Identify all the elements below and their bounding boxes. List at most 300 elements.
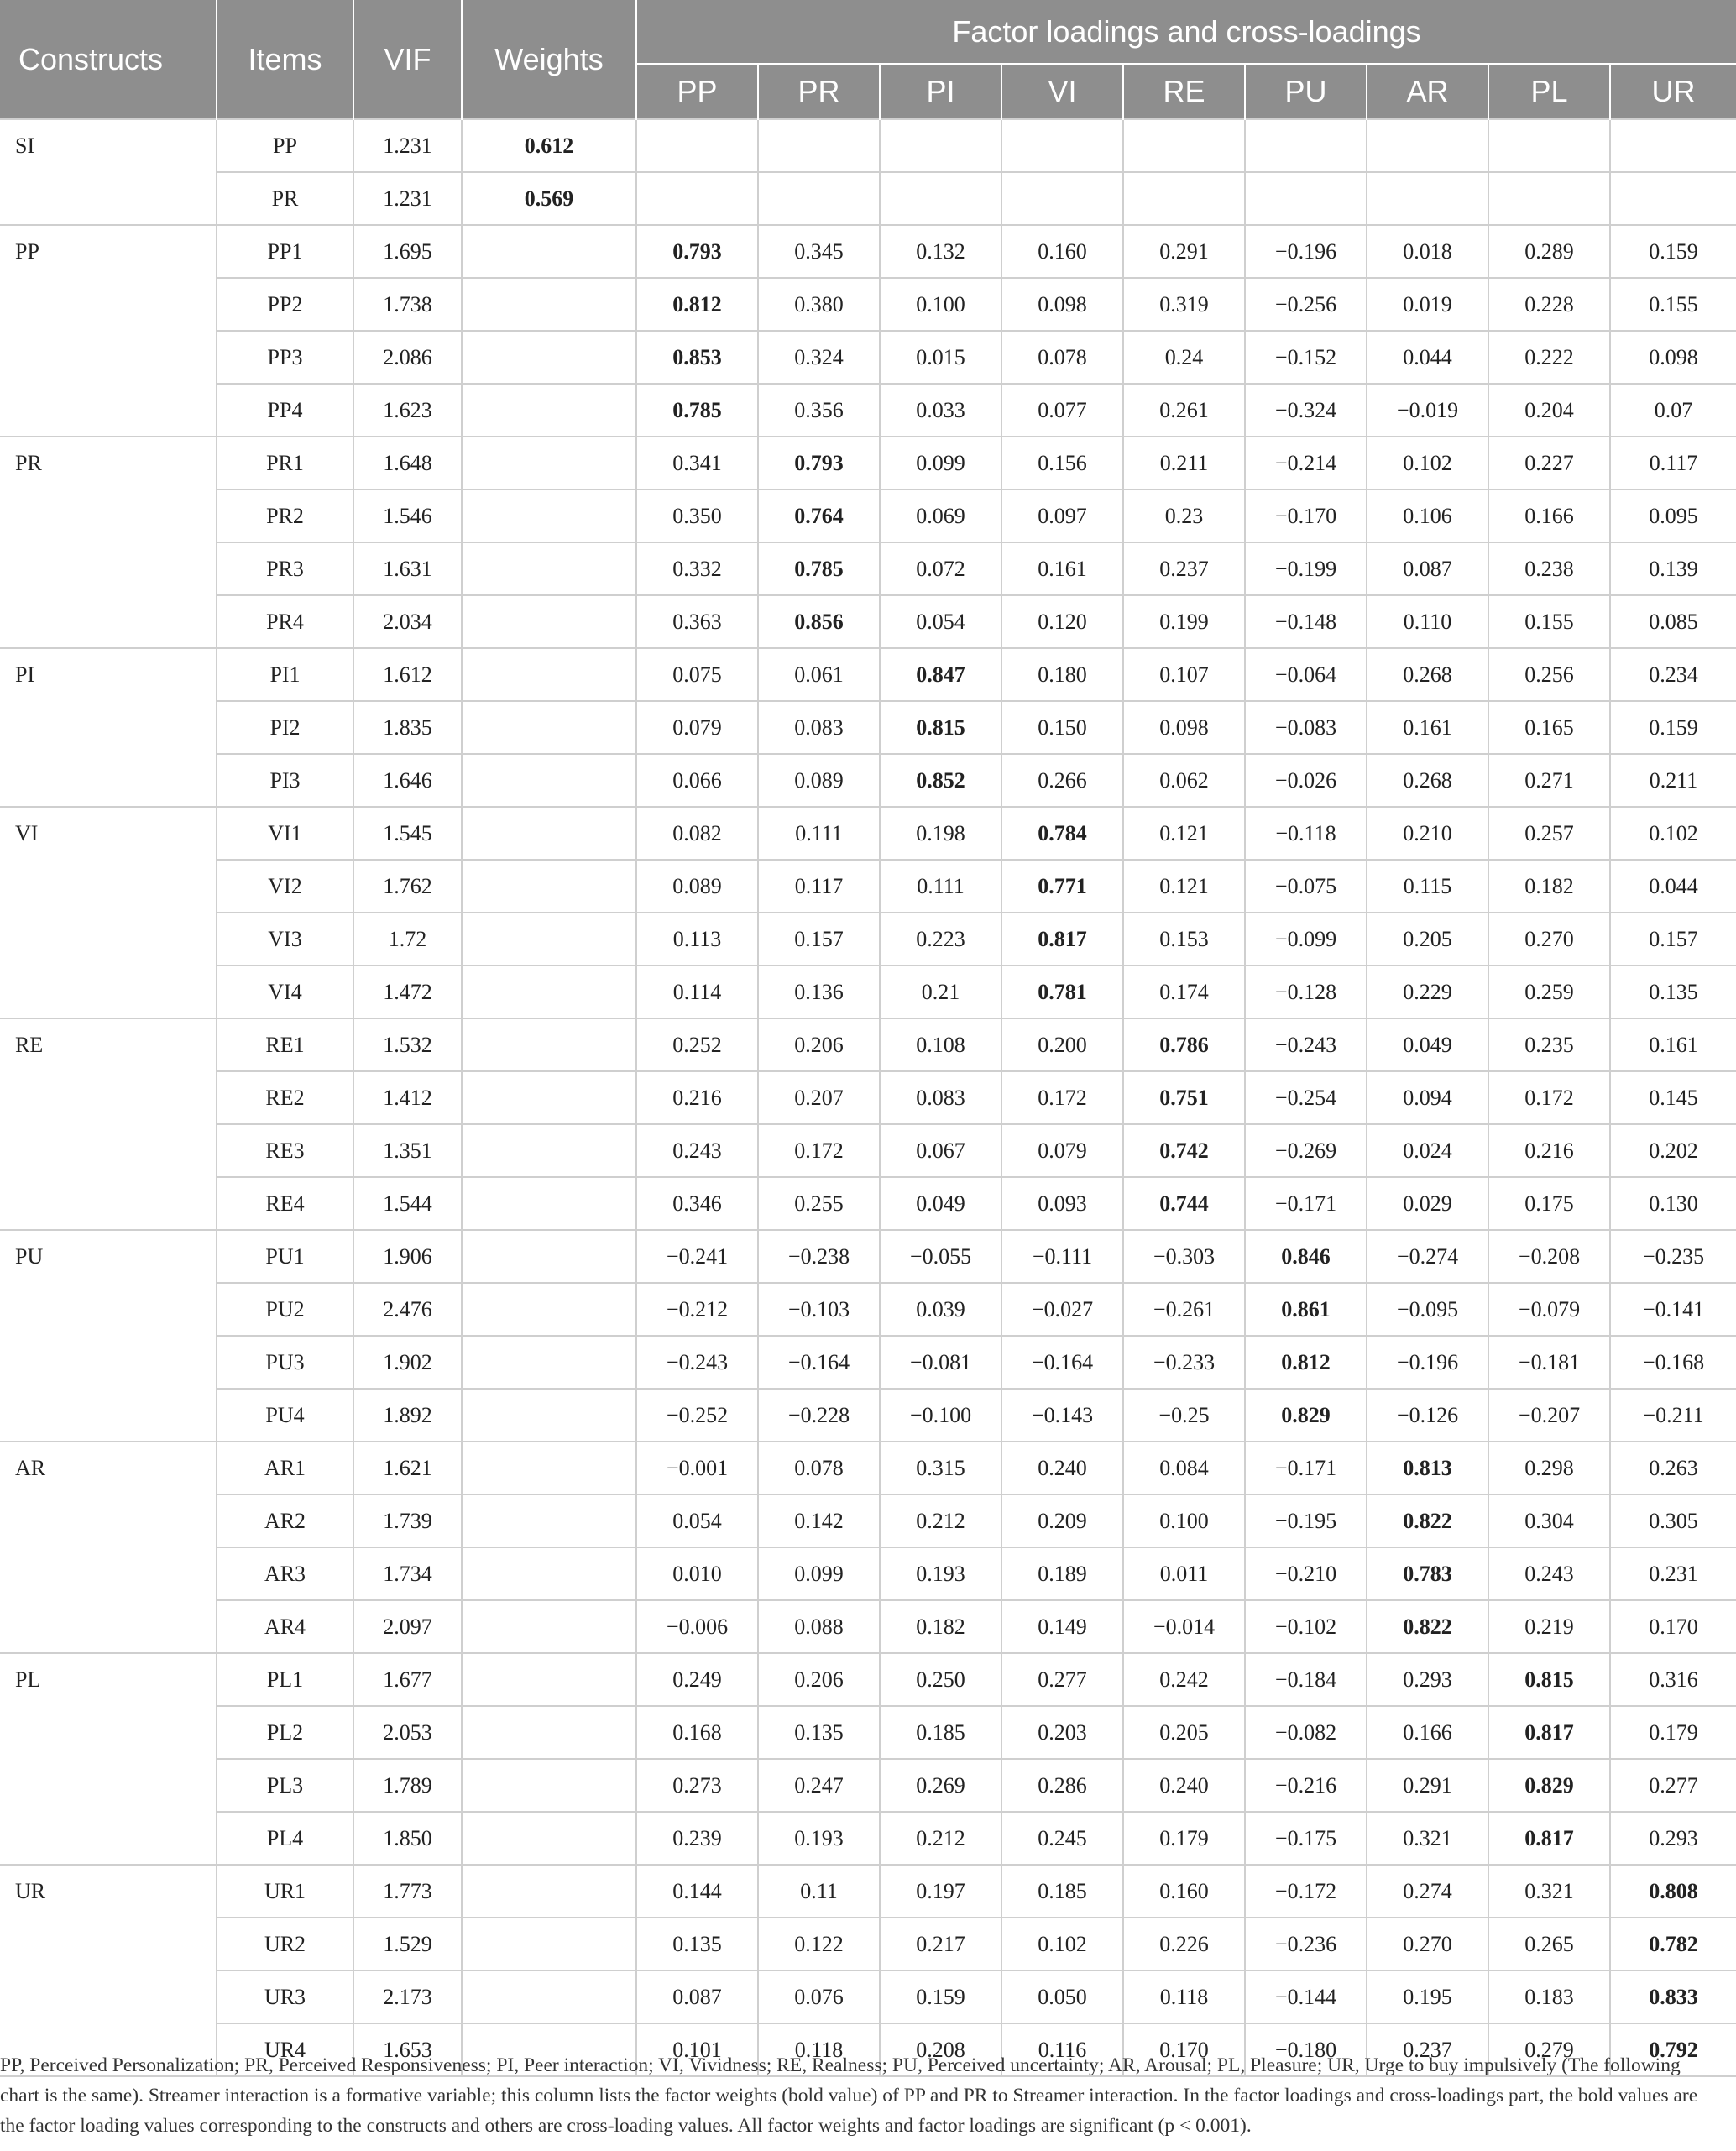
loading-cell: 0.817 [1488,1812,1610,1865]
item-cell: UR4 [217,2023,353,2076]
loading-cell: 0.812 [636,278,758,331]
loading-cell: 0.121 [1123,860,1245,913]
loading-cell: 0.172 [758,1124,880,1177]
loading-cell: 0.321 [1367,1812,1488,1865]
table-row [0,754,1736,807]
header-factor-col: AR [1367,64,1488,119]
loading-cell: −0.195 [1245,1494,1367,1547]
loading-cell: 0.332 [636,542,758,595]
loading-cell: 0.270 [1367,1918,1488,1970]
loading-cell: 0.193 [880,1547,1001,1600]
loading-cell: −0.152 [1245,331,1367,384]
loading-cell [1001,119,1123,172]
loading-cell: 0.111 [758,807,880,860]
item-cell: PP2 [217,278,353,331]
loading-cell: 0.261 [1123,384,1245,437]
loading-cell: 0.228 [1488,278,1610,331]
table-row [0,1283,1736,1336]
loading-cell: 0.11 [758,1865,880,1918]
loading-cell: 0.106 [1367,489,1488,542]
loading-cell: −0.001 [636,1442,758,1494]
loading-cell: −0.207 [1488,1389,1610,1442]
loading-cell: 0.102 [1001,1918,1123,1970]
loading-cell: 0.156 [1001,437,1123,489]
loading-cell: 0.089 [758,754,880,807]
loading-cell: 0.087 [636,1970,758,2023]
loading-cell: 0.130 [1610,1177,1736,1230]
loading-cell: 0.350 [636,489,758,542]
loading-cell: 0.829 [1488,1759,1610,1812]
loading-cell: −0.006 [636,1600,758,1653]
vif-cell: 1.529 [353,1918,462,1970]
item-cell: AR1 [217,1442,353,1494]
weight-cell [462,489,636,542]
loading-cell: 0.847 [880,648,1001,701]
loading-cell: 0.268 [1367,754,1488,807]
loading-cell: 0.159 [1610,701,1736,754]
loading-cell: 0.062 [1123,754,1245,807]
loading-cell: −0.181 [1488,1336,1610,1389]
loading-cell: −0.236 [1245,1918,1367,1970]
loading-cell: 0.356 [758,384,880,437]
loading-cell: 0.121 [1123,807,1245,860]
loading-cell: 0.211 [1610,754,1736,807]
loading-cell: 0.286 [1001,1759,1123,1812]
loading-cell [1001,172,1123,225]
loading-cell: 0.010 [636,1547,758,1600]
weight-cell [462,1177,636,1230]
loading-cell: 0.175 [1488,1177,1610,1230]
item-cell: AR3 [217,1547,353,1600]
item-cell: RE4 [217,1177,353,1230]
header-factor-col: PP [636,64,758,119]
loading-cell: 0.118 [758,2023,880,2076]
item-cell: PP [217,119,353,172]
loading-cell: 0.346 [636,1177,758,1230]
loading-cell: 0.170 [1610,1600,1736,1653]
loading-cell: 0.202 [1610,1124,1736,1177]
loading-cell [758,119,880,172]
item-cell: PL3 [217,1759,353,1812]
loading-cell: −0.256 [1245,278,1367,331]
table-row [0,225,1736,278]
loading-cell: −0.243 [636,1336,758,1389]
loading-cell: 0.263 [1610,1442,1736,1494]
loading-cell: 0.099 [758,1547,880,1600]
table-row [0,1970,1736,2023]
item-cell: RE3 [217,1124,353,1177]
table-row [0,701,1736,754]
loading-cell: 0.817 [1488,1706,1610,1759]
loading-cell: 0.116 [1001,2023,1123,2076]
loading-cell: 0.170 [1123,2023,1245,2076]
loading-cell: 0.185 [880,1706,1001,1759]
loading-cell: 0.199 [1123,595,1245,648]
table-row [0,1071,1736,1124]
loading-cell: −0.144 [1245,1970,1367,2023]
loading-cell: 0.089 [636,860,758,913]
loading-cell: −0.208 [1488,1230,1610,1283]
loading-cell: 0.102 [1367,437,1488,489]
table-row [0,1389,1736,1442]
construct-cell: RE [0,1018,217,1230]
table-row [0,913,1736,966]
table-row [0,542,1736,595]
item-cell: PI1 [217,648,353,701]
loading-cell: 0.856 [758,595,880,648]
loading-cell: 0.095 [1610,489,1736,542]
vif-cell: 1.850 [353,1812,462,1865]
loading-cell: −0.079 [1488,1283,1610,1336]
loading-cell: 0.100 [880,278,1001,331]
loading-cell: 0.122 [758,1918,880,1970]
header-factor-group: Factor loadings and cross-loadings [636,0,1736,64]
loading-cell: 0.07 [1610,384,1736,437]
loading-cell: 0.324 [758,331,880,384]
loading-cell: 0.019 [1367,278,1488,331]
vif-cell: 1.835 [353,701,462,754]
loading-cell: 0.066 [636,754,758,807]
loading-cell: −0.171 [1245,1177,1367,1230]
loading-cell: 0.23 [1123,489,1245,542]
vif-cell: 1.612 [353,648,462,701]
table-row [0,860,1736,913]
loading-cell [1123,172,1245,225]
construct-cell: PU [0,1230,217,1442]
vif-cell: 1.892 [353,1389,462,1442]
loading-cell: 0.238 [1488,542,1610,595]
loading-cell: −0.082 [1245,1706,1367,1759]
loading-cell: 0.380 [758,278,880,331]
loading-cell: 0.304 [1488,1494,1610,1547]
loading-cell: 0.033 [880,384,1001,437]
construct-cell: PL [0,1653,217,1865]
loading-cell: 0.079 [636,701,758,754]
loading-cell: 0.269 [880,1759,1001,1812]
loading-cell: 0.270 [1488,913,1610,966]
vif-cell: 1.739 [353,1494,462,1547]
loading-cell: 0.100 [1123,1494,1245,1547]
item-cell: VI3 [217,913,353,966]
vif-cell: 2.086 [353,331,462,384]
loading-cell: 0.222 [1488,331,1610,384]
loading-cell: −0.083 [1245,701,1367,754]
loading-cell: 0.257 [1488,807,1610,860]
loading-cell: 0.815 [1488,1653,1610,1706]
loading-cell: 0.174 [1123,966,1245,1018]
loading-cell: 0.078 [758,1442,880,1494]
header-factor-col: RE [1123,64,1245,119]
weight-cell [462,437,636,489]
weight-cell [462,1759,636,1812]
loading-cell: 0.044 [1367,331,1488,384]
loading-cell: 0.242 [1123,1653,1245,1706]
vif-cell: 1.738 [353,278,462,331]
loading-cell: 0.229 [1367,966,1488,1018]
weight-cell [462,1389,636,1442]
table-row [0,119,1736,172]
loading-cell: −0.102 [1245,1600,1367,1653]
loading-cell: 0.185 [1001,1865,1123,1918]
header-factor-col: PR [758,64,880,119]
loading-cell: 0.289 [1488,225,1610,278]
loading-cell: 0.115 [1367,860,1488,913]
loading-cell: 0.102 [1610,807,1736,860]
loading-cell: 0.813 [1367,1442,1488,1494]
loading-cell: 0.193 [758,1812,880,1865]
loading-cell: −0.238 [758,1230,880,1283]
vif-cell: 1.677 [353,1653,462,1706]
loading-cell: −0.168 [1610,1336,1736,1389]
loading-cell: −0.026 [1245,754,1367,807]
table-row [0,1018,1736,1071]
table-row [0,1706,1736,1759]
vif-cell: 1.762 [353,860,462,913]
loading-cell: 0.316 [1610,1653,1736,1706]
loading-cell: 0.786 [1123,1018,1245,1071]
loading-cell: 0.206 [758,1018,880,1071]
loading-cell: −0.055 [880,1230,1001,1283]
loading-cell [1367,119,1488,172]
loading-cell: 0.212 [880,1812,1001,1865]
loading-cell: 0.011 [1123,1547,1245,1600]
loading-cell: 0.319 [1123,278,1245,331]
loading-cell: 0.117 [1610,437,1736,489]
loading-cell: 0.200 [1001,1018,1123,1071]
construct-cell: UR [0,1865,217,2076]
vif-cell: 1.773 [353,1865,462,1918]
loading-cell [880,172,1001,225]
table-row [0,1124,1736,1177]
construct-cell: AR [0,1442,217,1653]
loading-cell: −0.075 [1245,860,1367,913]
loading-cell: 0.345 [758,225,880,278]
weight-cell [462,807,636,860]
loading-cell: 0.099 [880,437,1001,489]
loading-cell: 0.161 [1001,542,1123,595]
loading-cell: 0.069 [880,489,1001,542]
weight-cell [462,966,636,1018]
loading-cell: 0.846 [1245,1230,1367,1283]
loading-cell: 0.771 [1001,860,1123,913]
loading-cell: 0.150 [1001,701,1123,754]
vif-cell: 1.231 [353,172,462,225]
vif-cell: 1.544 [353,1177,462,1230]
vif-cell: 1.532 [353,1018,462,1071]
weight-cell [462,1071,636,1124]
loading-cell: 0.815 [880,701,1001,754]
vif-cell: 1.621 [353,1442,462,1494]
item-cell: PR [217,172,353,225]
loading-cell: −0.252 [636,1389,758,1442]
loading-cell [880,119,1001,172]
weight-cell [462,1494,636,1547]
loading-cell [636,119,758,172]
loading-cell: 0.793 [636,225,758,278]
loading-cell: 0.785 [758,542,880,595]
loading-cell: −0.233 [1123,1336,1245,1389]
item-cell: PU2 [217,1283,353,1336]
loading-cell: 0.250 [880,1653,1001,1706]
table-row [0,1547,1736,1600]
loading-cell: 0.256 [1488,648,1610,701]
loading-cell: 0.085 [1610,595,1736,648]
table-body [0,119,1736,2076]
loading-cell: −0.081 [880,1336,1001,1389]
loading-cell: −0.180 [1245,2023,1367,2076]
header-constructs: Constructs [0,0,217,119]
construct-cell: PI [0,648,217,807]
loading-cell [636,172,758,225]
vif-cell: 1.231 [353,119,462,172]
vif-cell: 1.472 [353,966,462,1018]
table-row [0,1759,1736,1812]
item-cell: UR1 [217,1865,353,1918]
loading-cell: −0.235 [1610,1230,1736,1283]
loading-cell: −0.261 [1123,1283,1245,1336]
loading-cell: 0.783 [1367,1547,1488,1600]
loading-cell: 0.135 [758,1706,880,1759]
table-row [0,1865,1736,1918]
table-row [0,966,1736,1018]
loading-cell: −0.175 [1245,1812,1367,1865]
loading-cell [1367,172,1488,225]
weight-cell [462,278,636,331]
loading-cell: −0.148 [1245,595,1367,648]
loading-cell: 0.050 [1001,1970,1123,2023]
weight-cell [462,225,636,278]
loading-cell: 0.110 [1367,595,1488,648]
loading-cell: 0.255 [758,1177,880,1230]
loading-cell: 0.291 [1367,1759,1488,1812]
loading-cell: 0.274 [1367,1865,1488,1918]
loading-cell [1245,119,1367,172]
loading-cell: 0.182 [880,1600,1001,1653]
item-cell: VI1 [217,807,353,860]
loading-cell: 0.24 [1123,331,1245,384]
item-cell: VI4 [217,966,353,1018]
loading-cell: 0.165 [1488,701,1610,754]
loading-cell: 0.172 [1001,1071,1123,1124]
loading-cell: 0.781 [1001,966,1123,1018]
loading-cell: 0.179 [1610,1706,1736,1759]
weight-cell [462,1336,636,1389]
vif-cell: 1.546 [353,489,462,542]
loading-cell: −0.228 [758,1389,880,1442]
table-row [0,1442,1736,1494]
loading-cell: 0.117 [758,860,880,913]
weight-cell [462,1283,636,1336]
loading-cell: 0.235 [1488,1018,1610,1071]
item-cell: PI2 [217,701,353,754]
table-footnote: PP, Perceived Personalization; PR, Perceived Responsiveness; PI, Peer interaction; VI, Vividness; RE, Realness; PU, Perceived uncertainty; AR, Arousal; PL, Pleasure; UR, Urge to buy impulsively (The following chart is the same). Streamer interaction is a formative variable; this column lists the factor weights (bold value) of PP and PR to Streamer interaction. In the factor loadings and cross-loadings part, the bold values are the factor loading values corresponding to the constructs and others are cross-loading values. All factor weights and factor loadings are significant (p < 0.001). [0,2054,1698,2137]
weight-cell: 0.612 [462,119,636,172]
loading-cell: 0.029 [1367,1177,1488,1230]
loading-cell: 0.111 [880,860,1001,913]
table-row [0,648,1736,701]
vif-cell: 1.648 [353,437,462,489]
loading-cell: 0.088 [758,1600,880,1653]
loading-cell: 0.243 [1488,1547,1610,1600]
loading-cell: 0.833 [1610,1970,1736,2023]
loading-cell: −0.143 [1001,1389,1123,1442]
loading-cell: 0.293 [1367,1653,1488,1706]
loading-cell: −0.099 [1245,913,1367,966]
loading-cell: 0.132 [880,225,1001,278]
loading-cell: 0.822 [1367,1600,1488,1653]
loading-cell: 0.094 [1367,1071,1488,1124]
table-row [0,807,1736,860]
loading-cell: 0.061 [758,648,880,701]
loading-cell: 0.183 [1488,1970,1610,2023]
loading-cell: 0.240 [1123,1759,1245,1812]
loading-cell: 0.211 [1123,437,1245,489]
item-cell: UR2 [217,1918,353,1970]
loading-cell: 0.098 [1123,701,1245,754]
loading-cell: 0.039 [880,1283,1001,1336]
item-cell: RE2 [217,1071,353,1124]
loading-cell: 0.853 [636,331,758,384]
table-row [0,1600,1736,1653]
item-cell: PR4 [217,595,353,648]
loading-cell: 0.812 [1245,1336,1367,1389]
vif-cell: 1.631 [353,542,462,595]
item-cell: PU3 [217,1336,353,1389]
weight-cell [462,701,636,754]
weight-cell [462,1653,636,1706]
loading-cell: −0.141 [1610,1283,1736,1336]
loading-cell: 0.245 [1001,1812,1123,1865]
loading-cell: 0.157 [758,913,880,966]
loading-cell: 0.120 [1001,595,1123,648]
loading-cell: −0.100 [880,1389,1001,1442]
loading-cell [758,172,880,225]
weight-cell [462,1706,636,1759]
table-row [0,1177,1736,1230]
loading-cell: 0.792 [1610,2023,1736,2076]
loading-cell: 0.018 [1367,225,1488,278]
weight-cell: 0.569 [462,172,636,225]
table-row [0,1494,1736,1547]
loading-cell: 0.136 [758,966,880,1018]
vif-cell: 1.906 [353,1230,462,1283]
header-vif: VIF [353,0,462,119]
loading-cell: 0.098 [1610,331,1736,384]
loading-cell: −0.241 [636,1230,758,1283]
loading-cell: 0.208 [880,2023,1001,2076]
construct-cell: PP [0,225,217,437]
table-row [0,1653,1736,1706]
weight-cell [462,1230,636,1283]
loading-cell: −0.118 [1245,807,1367,860]
weight-cell [462,1970,636,2023]
loading-cell: −0.274 [1367,1230,1488,1283]
loading-cell: 0.808 [1610,1865,1736,1918]
loading-cell: 0.216 [1488,1124,1610,1177]
loading-cell: −0.111 [1001,1230,1123,1283]
loading-cell: −0.103 [758,1283,880,1336]
loading-cell: 0.160 [1123,1865,1245,1918]
table-row [0,1336,1736,1389]
loading-cell: 0.159 [880,1970,1001,2023]
weight-cell [462,1600,636,1653]
construct-cell: PR [0,437,217,648]
loading-cell [1488,172,1610,225]
loading-cell: 0.234 [1610,648,1736,701]
header-items: Items [217,0,353,119]
loading-cell: 0.168 [636,1706,758,1759]
loading-cell: 0.237 [1367,2023,1488,2076]
